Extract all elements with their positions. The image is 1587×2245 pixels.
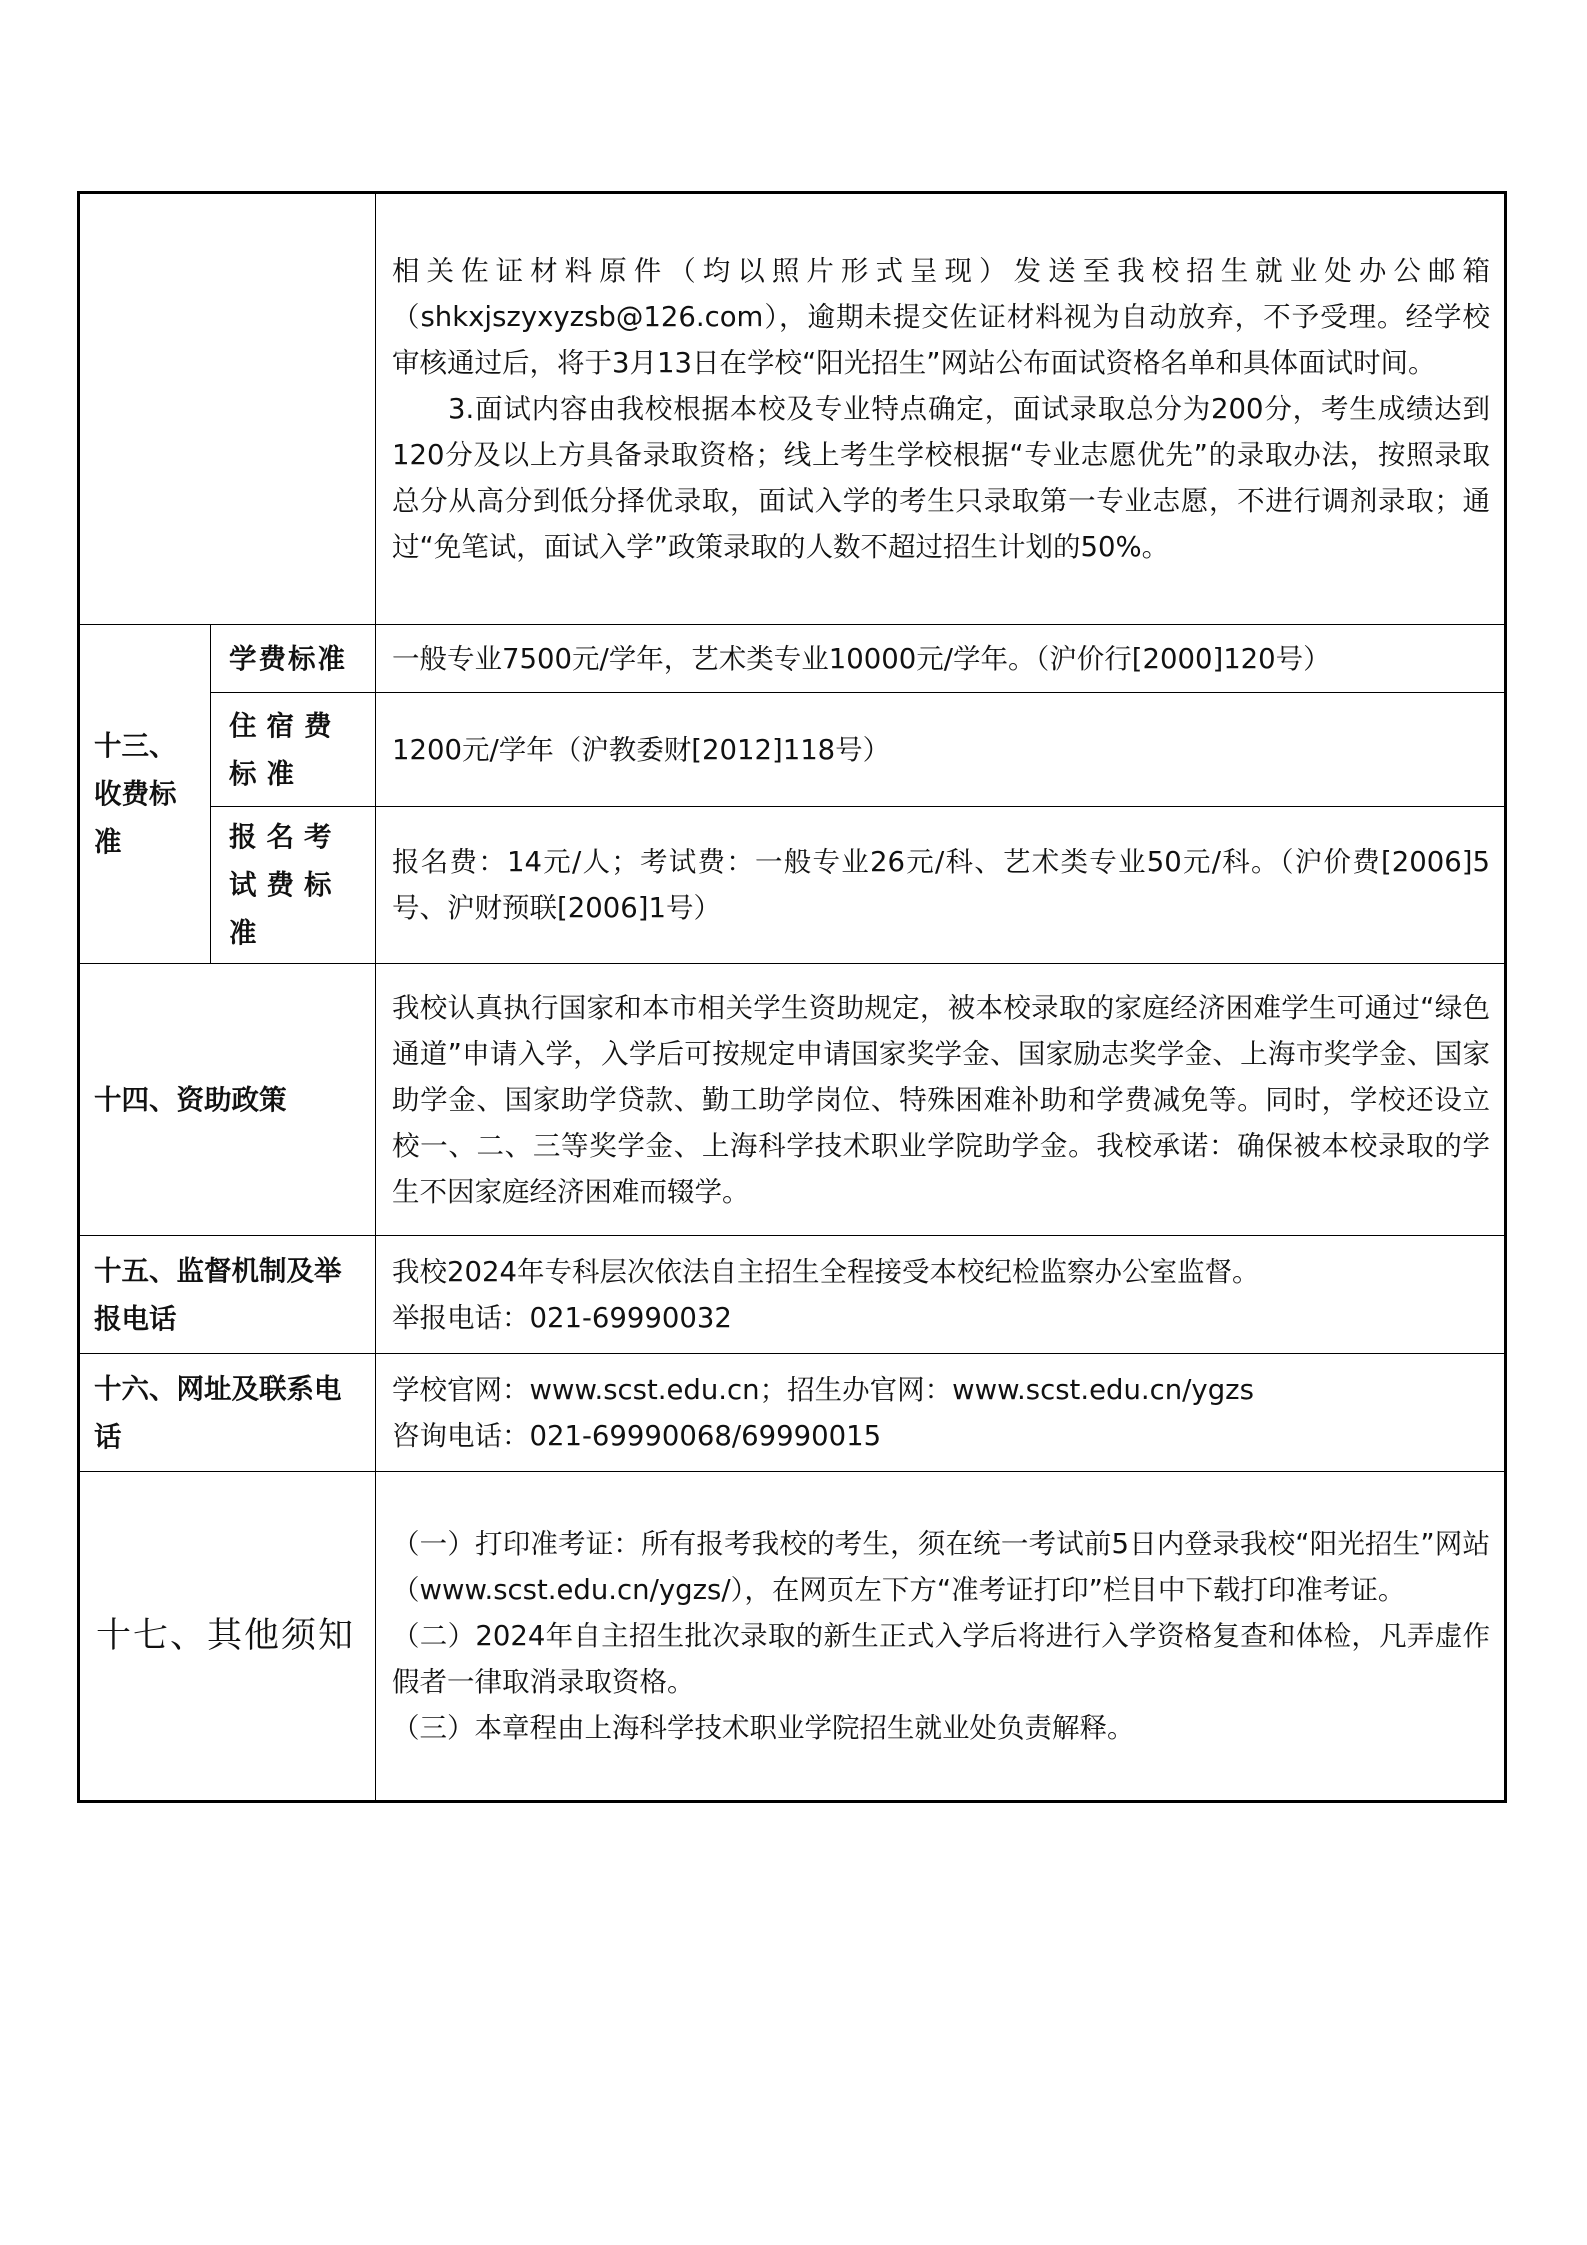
continuation-text-cell bbox=[376, 193, 1506, 625]
tuition-label: 学费标准 bbox=[211, 625, 376, 693]
continuation-paragraph-1: 相关佐证材料原件（均以照片形式呈现）发送至我校招生就业处办公邮箱（shkxjszyxyzsb@126.com），逾期未提交佐证材料视为自动放弃，不予受理。经学校审核通过后，将于3月13日在学校“阳光招生”网站公布面试资格名单和具体面试时间。 bbox=[392, 255, 1490, 379]
aid-row bbox=[79, 964, 1506, 1236]
aid-label: 十四、资助政策 bbox=[79, 964, 376, 1236]
supervision-text-cell bbox=[376, 1236, 1506, 1354]
continuation-row bbox=[79, 193, 1506, 625]
contact-text-cell bbox=[376, 1354, 1506, 1472]
fees-row-housing bbox=[79, 693, 1506, 807]
notes-item-3: （三）本章程由上海科学技术职业学院招生就业处负责解释。 bbox=[392, 1712, 1135, 1744]
notes-label: 十七、其他须知 bbox=[79, 1472, 376, 1802]
fees-section-label: 十三、收费标准 bbox=[79, 625, 211, 964]
notes-text-cell bbox=[376, 1472, 1506, 1802]
report-phone: 举报电话：021-69990032 bbox=[392, 1301, 732, 1334]
supervision-line-1: 我校2024年专科层次依法自主招生全程接受本校纪检监察办公室监督。 bbox=[392, 1255, 1260, 1288]
supervision-row bbox=[79, 1236, 1506, 1354]
continuation-paragraph-2: 3.面试内容由我校根据本校及专业特点确定，面试录取总分为200分，考生成绩达到120分及以上方具备录取资格；线上考生学校根据“专业志愿优先”的录取办法，按照录取总分从高分到低分择优录取，面试入学的考生只录取第一专业志愿，不进行调剂录取；通过“免笔试，面试入学”政策录取的人数不超过招生计划的50%。 bbox=[392, 393, 1490, 563]
charter-table bbox=[77, 191, 1507, 1803]
housing-text: 1200元/学年（沪教委财[2012]118号） bbox=[376, 693, 1506, 807]
tuition-text: 一般专业7500元/学年，艺术类专业10000元/学年。（沪价行[2000]120号） bbox=[376, 625, 1506, 693]
notes-item-1: （一）打印准考证：所有报考我校的考生，须在统一考试前5日内登录我校“阳光招生”网站（www.scst.edu.cn/ygzs/），在网页左下方“准考证打印”栏目中下载打印准考证。 bbox=[392, 1528, 1490, 1606]
housing-label: 住宿费标准 bbox=[211, 693, 376, 807]
exam-fee-text: 报名费：14元/人；考试费：一般专业26元/科、艺术类专业50元/科。（沪价费[2006]5号、沪财预联[2006]1号） bbox=[376, 807, 1506, 964]
continuation-label-cell bbox=[79, 193, 376, 625]
supervision-label: 十五、监督机制及举报电话 bbox=[79, 1236, 376, 1354]
consult-phone: 咨询电话：021-69990068/69990015 bbox=[392, 1419, 882, 1452]
fees-row-tuition bbox=[79, 625, 1506, 693]
notes-item-2: （二）2024年自主招生批次录取的新生正式入学后将进行入学资格复查和体检，凡弄虚作假者一律取消录取资格。 bbox=[392, 1620, 1490, 1698]
website-line: 学校官网：www.scst.edu.cn；招生办官网：www.scst.edu.cn/ygzs bbox=[392, 1373, 1254, 1406]
exam-fee-label: 报名考试费标准 bbox=[211, 807, 376, 964]
contact-row bbox=[79, 1354, 1506, 1472]
contact-label: 十六、网址及联系电话 bbox=[79, 1354, 376, 1472]
aid-text: 我校认真执行国家和本市相关学生资助规定，被本校录取的家庭经济困难学生可通过“绿色通道”申请入学，入学后可按规定申请国家奖学金、国家励志奖学金、上海市奖学金、国家助学金、国家助学贷款、勤工助学岗位、特殊困难补助和学费减免等。同时，学校还设立校一、二、三等奖学金、上海科学技术职业学院助学金。我校承诺：确保被本校录取的学生不因家庭经济困难而辍学。 bbox=[376, 964, 1506, 1236]
fees-row-exam bbox=[79, 807, 1506, 964]
notes-row bbox=[79, 1472, 1506, 1802]
